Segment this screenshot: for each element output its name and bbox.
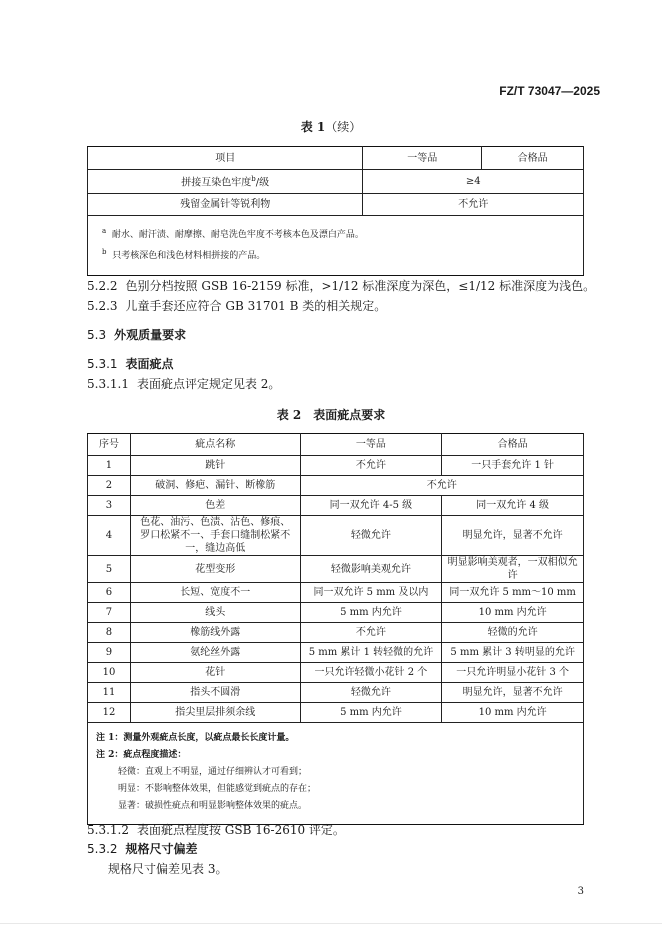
- table1-row1-value: ≥4: [363, 170, 584, 194]
- qualified-value: 一只允许明显小花针 3 个: [442, 663, 584, 683]
- first-grade-value: 5 mm 内允许: [300, 703, 442, 723]
- table1-row2-item: 残留金属针等锐利物: [88, 194, 363, 216]
- first-grade-value: 轻微允许: [300, 516, 442, 556]
- defect-name: 氨纶丝外露: [130, 643, 300, 663]
- table-row: [88, 603, 584, 623]
- defect-name: 花针: [130, 663, 300, 683]
- table1-header-qualified: 合格品: [482, 147, 584, 170]
- table2: [87, 433, 584, 825]
- table2-header-qualified: 合格品: [442, 434, 584, 456]
- qualified-value: 5 mm 累计 3 转明显的允许: [442, 643, 584, 663]
- row-number: 3: [88, 496, 131, 516]
- defect-name: 线头: [130, 603, 300, 623]
- defect-name: 跳针: [130, 456, 300, 476]
- table-row: [88, 663, 584, 683]
- first-grade-value: 同一双允许 4-5 级: [300, 496, 442, 516]
- defect-name: 指尖里层排须余线: [130, 703, 300, 723]
- table-row: [88, 643, 584, 663]
- row-number: 5: [88, 556, 131, 583]
- row-number: 2: [88, 476, 131, 496]
- page-number: 3: [577, 886, 584, 897]
- table-row: [88, 583, 584, 603]
- footer-divider: [0, 923, 662, 924]
- first-grade-value: 同一双允许 5 mm 及以内: [300, 583, 442, 603]
- qualified-value: 明显影响美观者，一双相似允许: [442, 556, 584, 583]
- table1-title: [0, 118, 662, 135]
- first-grade-value: 轻微允许: [300, 683, 442, 703]
- standard-code: FZ/T 73047—2025: [499, 84, 600, 98]
- defect-name: 色差: [130, 496, 300, 516]
- table2-title: 表 2 表面疵点要求: [276, 408, 386, 422]
- table2-header-no: 序号: [88, 434, 131, 456]
- table-row: [88, 556, 584, 583]
- table-row: [88, 516, 584, 556]
- defect-name: 破洞、修疤、漏针、断橡筋: [130, 476, 300, 496]
- note-desc-slight: 轻微：直观上不明显，通过仔细辨认才可看到；: [118, 767, 308, 777]
- row-number: 7: [88, 603, 131, 623]
- row-number: 9: [88, 643, 131, 663]
- table2-notes-row: [88, 723, 584, 825]
- table1-title-suffix: （续）: [325, 120, 362, 134]
- defect-name: 花型变形: [130, 556, 300, 583]
- row-number: 8: [88, 623, 131, 643]
- table1-header-first: 一等品: [363, 147, 482, 170]
- first-grade-value: 一只允许轻微小花针 2 个: [300, 663, 442, 683]
- table1-row1-item: 拼接互染色牢度$^b$/级: [88, 170, 363, 194]
- table1-notes-row: [88, 216, 584, 276]
- qualified-value: 明显允许，显著不允许: [442, 516, 584, 556]
- qualified-value: 明显允许，显著不允许: [442, 683, 584, 703]
- row-number: 11: [88, 683, 131, 703]
- qualified-value: 同一双允许 4 级: [442, 496, 584, 516]
- table2-note-1: 注 1：测量外观疵点长度，以疵点最长长度计量。: [96, 733, 295, 743]
- paragraph-5-3-1-1: 5.3.1.1 表面疵点评定规定见表 2。: [87, 377, 281, 391]
- table-row: [88, 170, 584, 194]
- first-grade-value: 5 mm 内允许: [300, 603, 442, 623]
- table2-header-first: 一等品: [300, 434, 442, 456]
- row-number: 10: [88, 663, 131, 683]
- row-number: 1: [88, 456, 131, 476]
- note-desc-significant: 显著：破损性疵点和明显影响整体效果的疵点。: [118, 801, 308, 811]
- table1-header-row: [88, 147, 584, 170]
- qualified-value: 轻微的允许: [442, 623, 584, 643]
- first-grade-value: 轻微影响美观允许: [300, 556, 442, 583]
- first-grade-value: 不允许: [300, 456, 442, 476]
- table2-header-name: 疵点名称: [130, 434, 300, 456]
- table2-notes: [88, 723, 584, 825]
- table2-header-row: [88, 434, 584, 456]
- defect-name: 橡筋线外露: [130, 623, 300, 643]
- table1-note-b: $^b$ 只考核深色和浅色材料相拼接的产品。: [102, 248, 266, 261]
- paragraph-5-3-2: 规格尺寸偏差见表 3。: [108, 862, 228, 876]
- qualified-value: 同一双允许 5 mm～10 mm: [442, 583, 584, 603]
- table1-row2-value: 不允许: [363, 194, 584, 216]
- qualified-value: 一只手套允许 1 针: [442, 456, 584, 476]
- first-grade-value: 不允许: [300, 623, 442, 643]
- table1-note-a: $^a$ 耐水、耐汗渍、耐摩擦、耐皂洗色牢度不考核本色及漂白产品。: [102, 227, 364, 240]
- row-number: 12: [88, 703, 131, 723]
- section-5-3-2-heading: 5.3.2 规格尺寸偏差: [87, 842, 198, 856]
- note-desc-obvious: 明显：不影响整体效果，但能感觉到疵点的存在；: [118, 784, 317, 794]
- first-grade-value: 5 mm 累计 1 转轻微的允许: [300, 643, 442, 663]
- merged-value: 不允许: [300, 476, 583, 496]
- paragraph-5-2-2: 5.2.2 色别分档按照 GSB 16-2159 标准，>1/12 标准深度为深色，≤1/12 标准深度为浅色。: [87, 279, 596, 293]
- table-row: [88, 623, 584, 643]
- qualified-value: 10 mm 内允许: [442, 703, 584, 723]
- row-number: 4: [88, 516, 131, 556]
- table-row: [88, 683, 584, 703]
- table-row: [88, 496, 584, 516]
- table1: [87, 146, 584, 276]
- paragraph-5-3-1-2: 5.3.1.2 表面疵点程度按 GSB 16-2610 评定。: [87, 823, 345, 837]
- table-row: [88, 476, 584, 496]
- defect-name: 长短、宽度不一: [130, 583, 300, 603]
- defect-name: 色花、油污、色渍、沾色、修痕、罗口松紧不一、手套口缝制松紧不一，缝边高低: [130, 516, 300, 556]
- row-number: 6: [88, 583, 131, 603]
- table1-notes: [88, 216, 584, 276]
- table1-title-text: 表 1: [300, 120, 326, 134]
- table2-note-2: 注 2：疵点程度描述：: [96, 750, 187, 760]
- table-row: [88, 456, 584, 476]
- table1-header-item: 项目: [88, 147, 363, 170]
- table-row: [88, 194, 584, 216]
- defect-name: 指头不圆滑: [130, 683, 300, 703]
- qualified-value: 10 mm 内允许: [442, 603, 584, 623]
- table-row: [88, 703, 584, 723]
- section-5-3-1-heading: 5.3.1 表面疵点: [87, 357, 174, 371]
- paragraph-5-2-3: 5.2.3 儿童手套还应符合 GB 31701 B 类的相关规定。: [87, 299, 387, 313]
- section-5-3-heading: 5.3 外观质量要求: [87, 328, 187, 342]
